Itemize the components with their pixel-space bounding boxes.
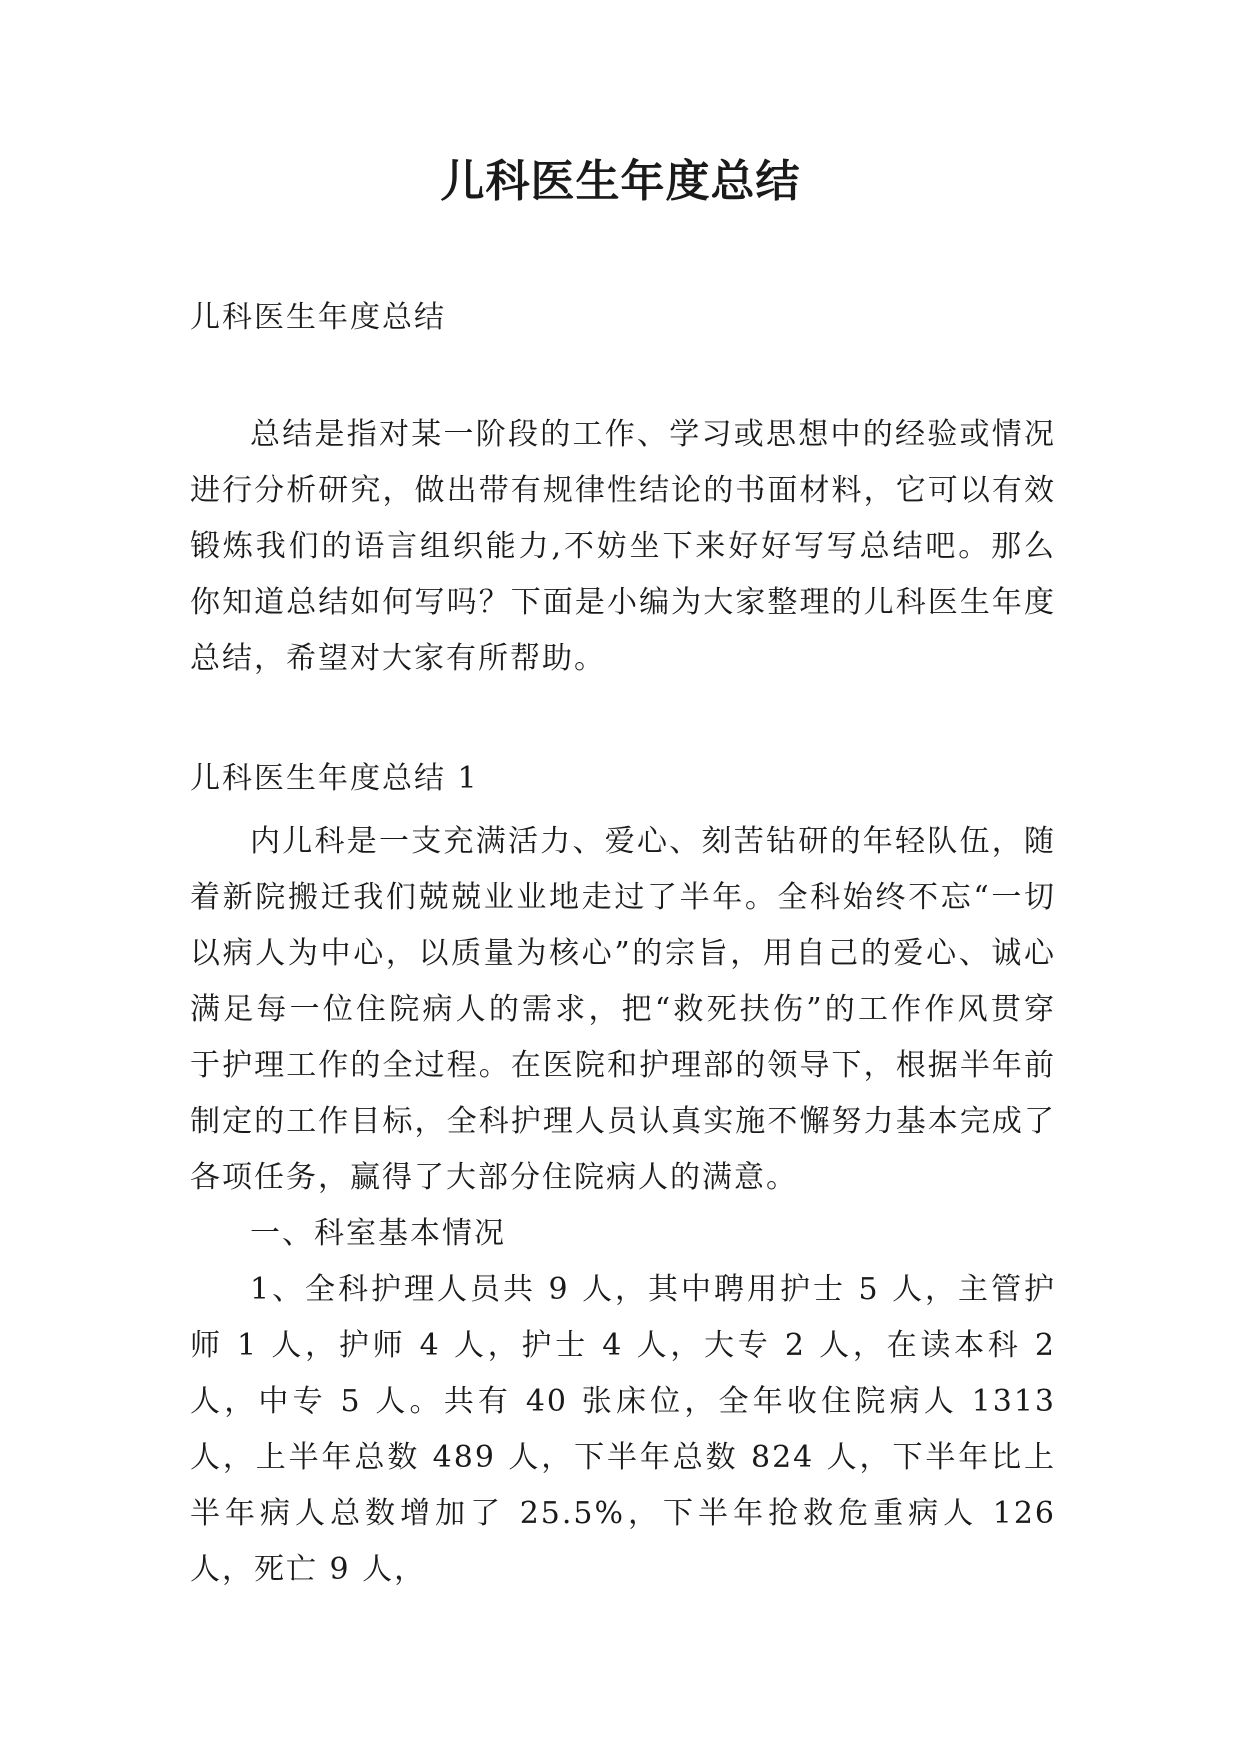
section-body (190, 814, 1056, 1598)
section-paragraph-2: 1、全科护理人员共 9 人，其中聘用护士 5 人，主管护师 1 人，护师 4 人，护士 4 人，大专 2 人，在读本科 2 人，中专 5 人。共有 40 张床位，全年收住院病人 1313 人，上半年总数 489 人，下半年总数 824 人，下半年比上半年病人总数增加了 25.5%，下半年抢救危重病人 126 人，死亡 9 人， (190, 1272, 1056, 1587)
document-subtitle: 儿科医生年度总结 (190, 300, 446, 335)
document-title: 儿科医生年度总结 (440, 156, 801, 207)
section-paragraph-1: 内儿科是一支充满活力、爱心、刻苦钻研的年轻队伍，随着新院搬迁我们兢兢业业地走过了半年。全科始终不忘“一切以病人为中心，以质量为核心”的宗旨，用自己的爱心、诚心满足每一位住院病人的需求，把“救死扶伤”的工作作风贯穿于护理工作的全过程。在医院和护理部的领导下，根据半年前制定的工作目标，全科护理人员认真实施不懈努力基本完成了各项任务，赢得了大部分住院病人的满意。 (190, 824, 1056, 1195)
intro-paragraph: 总结是指对某一阶段的工作、学习或思想中的经验或情况进行分析研究，做出带有规律性结论的书面材料，它可以有效锻炼我们的语言组织能力,不妨坐下来好好写写总结吧。那么你知道总结如何写吗？下面是小编为大家整理的儿科医生年度总结，希望对大家有所帮助。 (190, 417, 1056, 676)
section-subheading: 一、科室基本情况 (250, 1216, 506, 1251)
intro-section (190, 407, 1056, 687)
section-heading: 儿科医生年度总结 1 (190, 761, 479, 796)
